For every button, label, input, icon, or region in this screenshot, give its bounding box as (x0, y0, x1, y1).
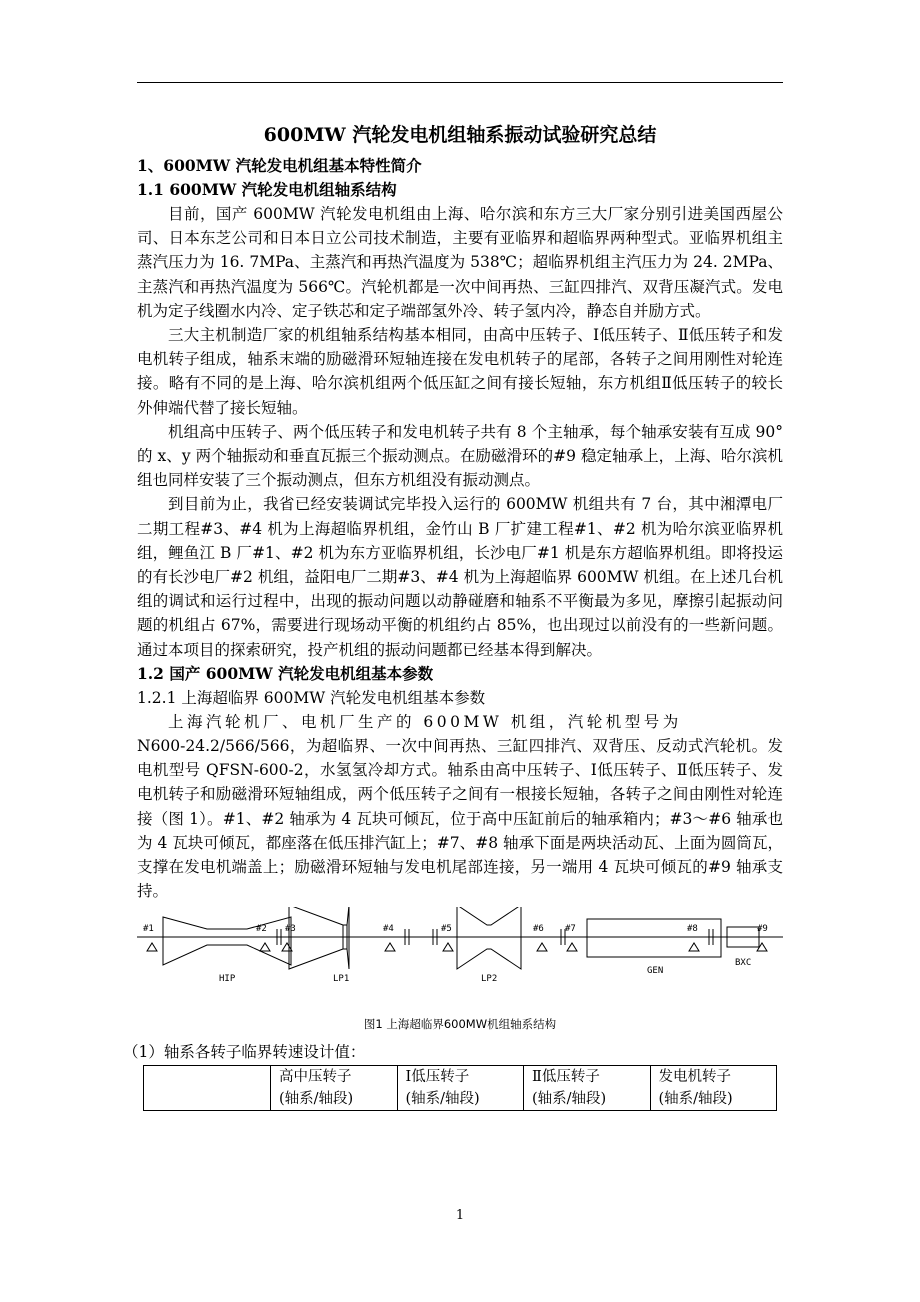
section-1-1-heading: 1.1 600MW 汽轮发电机组轴系结构 (137, 180, 397, 199)
table-header-cell: 高中压转子 (轴系/轴段) (271, 1066, 398, 1111)
section-1-2-heading: 1.2 国产 600MW 汽轮发电机组基本参数 (137, 663, 434, 683)
section-1-2-1-heading: 1.2.1 上海超临界 600MW 汽轮发电机组基本参数 (137, 688, 486, 707)
gen-rotor-shape (587, 919, 721, 957)
table-row (144, 1066, 777, 1111)
header-rule (137, 82, 783, 83)
paragraph: 三大主机制造厂家的机组轴系结构基本相同，由高中压转子、Ⅰ低压转子、Ⅱ低压转子和发电机转子组成，轴系末端的励磁滑环短轴连接在发电机转子的尾部，各转子之间用刚性对轮连接。略有不同的是上海、哈尔滨机组两个低压缸之间有接长短轴，东方机组Ⅱ低压转子的较长外伸端代替了接长短轴。 (137, 326, 783, 417)
bearing-5-icon (443, 943, 453, 951)
lp1-rotor-left (289, 907, 343, 969)
rotor-label: LP1 (333, 974, 350, 985)
document-title: 600MW 汽轮发电机组轴系振动试验研究总结 (263, 124, 657, 146)
bearing-8-icon (689, 943, 699, 951)
bearing-label: #7 (565, 924, 576, 935)
paragraph: N600-24.2/566/566，为超临界、一次中间再热、三缸四排汽、双背压、反动式汽轮机。发电机型号 QFSN-600-2，水氢氢冷却方式。轴系由高中压转子、Ⅰ低压转子、Ⅱ低压转子、发电机转子和励磁滑环短轴组成，两个低压转子之间有一根接长短轴，各转子之间由刚性对轮连接（图 1）。#1、#2 轴承为 4 瓦块可倾瓦，位于高中压缸前后的轴承箱内；#3～#6 轴承也为 4 瓦块可倾瓦，都座落在低压排汽缸上；#7、#8 轴承下面是两块活动瓦、上面为圆筒瓦，支撑在发电机端盖上；励磁滑环短轴与发电机尾部连接，另一端用 4 瓦块可倾瓦的#9 轴承支持。 (137, 737, 783, 901)
bearing-7-icon (567, 943, 577, 951)
bearing-label: #5 (441, 924, 452, 935)
rotor-label: LP2 (481, 974, 498, 985)
bearing-label: #9 (757, 924, 768, 935)
bearing-label: #3 (285, 924, 296, 935)
lp2-rotor-shape (457, 907, 521, 969)
critical-speed-table (143, 1065, 777, 1111)
paragraph: 机组高中压转子、两个低压转子和发电机转子共有 8 个主轴承，每个轴承安装有互成 90°的 x、y 两个轴振动和垂直瓦振三个振动测点。在励磁滑环的#9 稳定轴承上，上海、哈尔滨机组也同样安装了三个振动测点，但东方机组没有振动测点。 (137, 422, 783, 490)
table-cell (144, 1066, 271, 1111)
table-header-cell: Ⅱ低压转子 (轴系/轴段) (524, 1066, 651, 1111)
paragraph: 目前，国产 600MW 汽轮发电机组由上海、哈尔滨和东方三大厂家分别引进美国西屋公司、日本东芝公司和日本日立公司技术制造，主要有亚临界和超临界两种型式。亚临界机组主蒸汽压力为 16. 7MPa、主蒸汽和再热汽温度为 538℃；超临界机组主汽压力为 24. 2MPa、主蒸汽和再热汽温度为 566℃。汽轮机都是一次中间再热、三缸四排汽、双背压凝汽式。发电机为定子线圈水内冷、定子铁芯和定子端部氢外冷、转子氢内冷，静态自并励方式。 (137, 205, 783, 320)
shaft-diagram (137, 907, 783, 1019)
bearing-label: #8 (687, 924, 698, 935)
bearing-label: #2 (256, 924, 267, 935)
figure-caption: 图1 上海超临界600MW机组轴系结构 (363, 1017, 557, 1032)
table-header-cell: 发电机转子 (轴系/轴段) (650, 1066, 777, 1111)
shaft-diagram-svg (137, 907, 783, 1007)
bearing-6-icon (537, 943, 547, 951)
table-header-cell: Ⅰ低压转子 (轴系/轴段) (397, 1066, 524, 1111)
bearing-2-icon (260, 943, 270, 951)
lp1-rotor-right (347, 907, 349, 969)
rotor-label: BXC (735, 958, 752, 969)
paragraph-line: 上海汽轮机厂、电机厂生产的 600MW 机组，汽轮机型号为 (168, 712, 682, 731)
paragraph: 到目前为止，我省已经安装调试完毕投入运行的 600MW 机组共有 7 台，其中湘潭电厂二期工程#3、#4 机为上海超临界机组，金竹山 B 厂扩建工程#1、#2 机为哈尔滨亚临界机组，鲤鱼江 B 厂#1、#2 机为东方亚临界机组，长沙电厂#1 机是东方超临界机组。即将投运的有长沙电厂#2 机组，益阳电厂二期#3、#4 机为上海超临界 600MW 机组。在上述几台机组的调试和运行过程中，出现的振动问题以动静碰磨和轴系不平衡最为多见，摩擦引起振动问题的机组占 67%，需要进行现场动平衡的机组约占 85%，也出现过以前没有的一些新问题。通过本项目的探索研究，投产机组的振动问题都已经基本得到解决。 (137, 495, 783, 659)
section-1-heading: 1、600MW 汽轮发电机组基本特性简介 (137, 156, 422, 175)
rotor-label: GEN (647, 966, 664, 977)
hip-rotor-shape (163, 917, 291, 965)
bearing-4-icon (385, 943, 395, 951)
bearing-label: #4 (383, 924, 394, 935)
page-number: 1 (455, 1208, 465, 1223)
rotor-label: HIP (219, 974, 236, 985)
bearing-label: #1 (143, 924, 154, 935)
table-intro: （1）轴系各转子临界转速设计值： (123, 1043, 366, 1062)
bearing-label: #6 (533, 924, 544, 935)
document-body (123, 118, 783, 1111)
bearing-1-icon (147, 943, 157, 951)
